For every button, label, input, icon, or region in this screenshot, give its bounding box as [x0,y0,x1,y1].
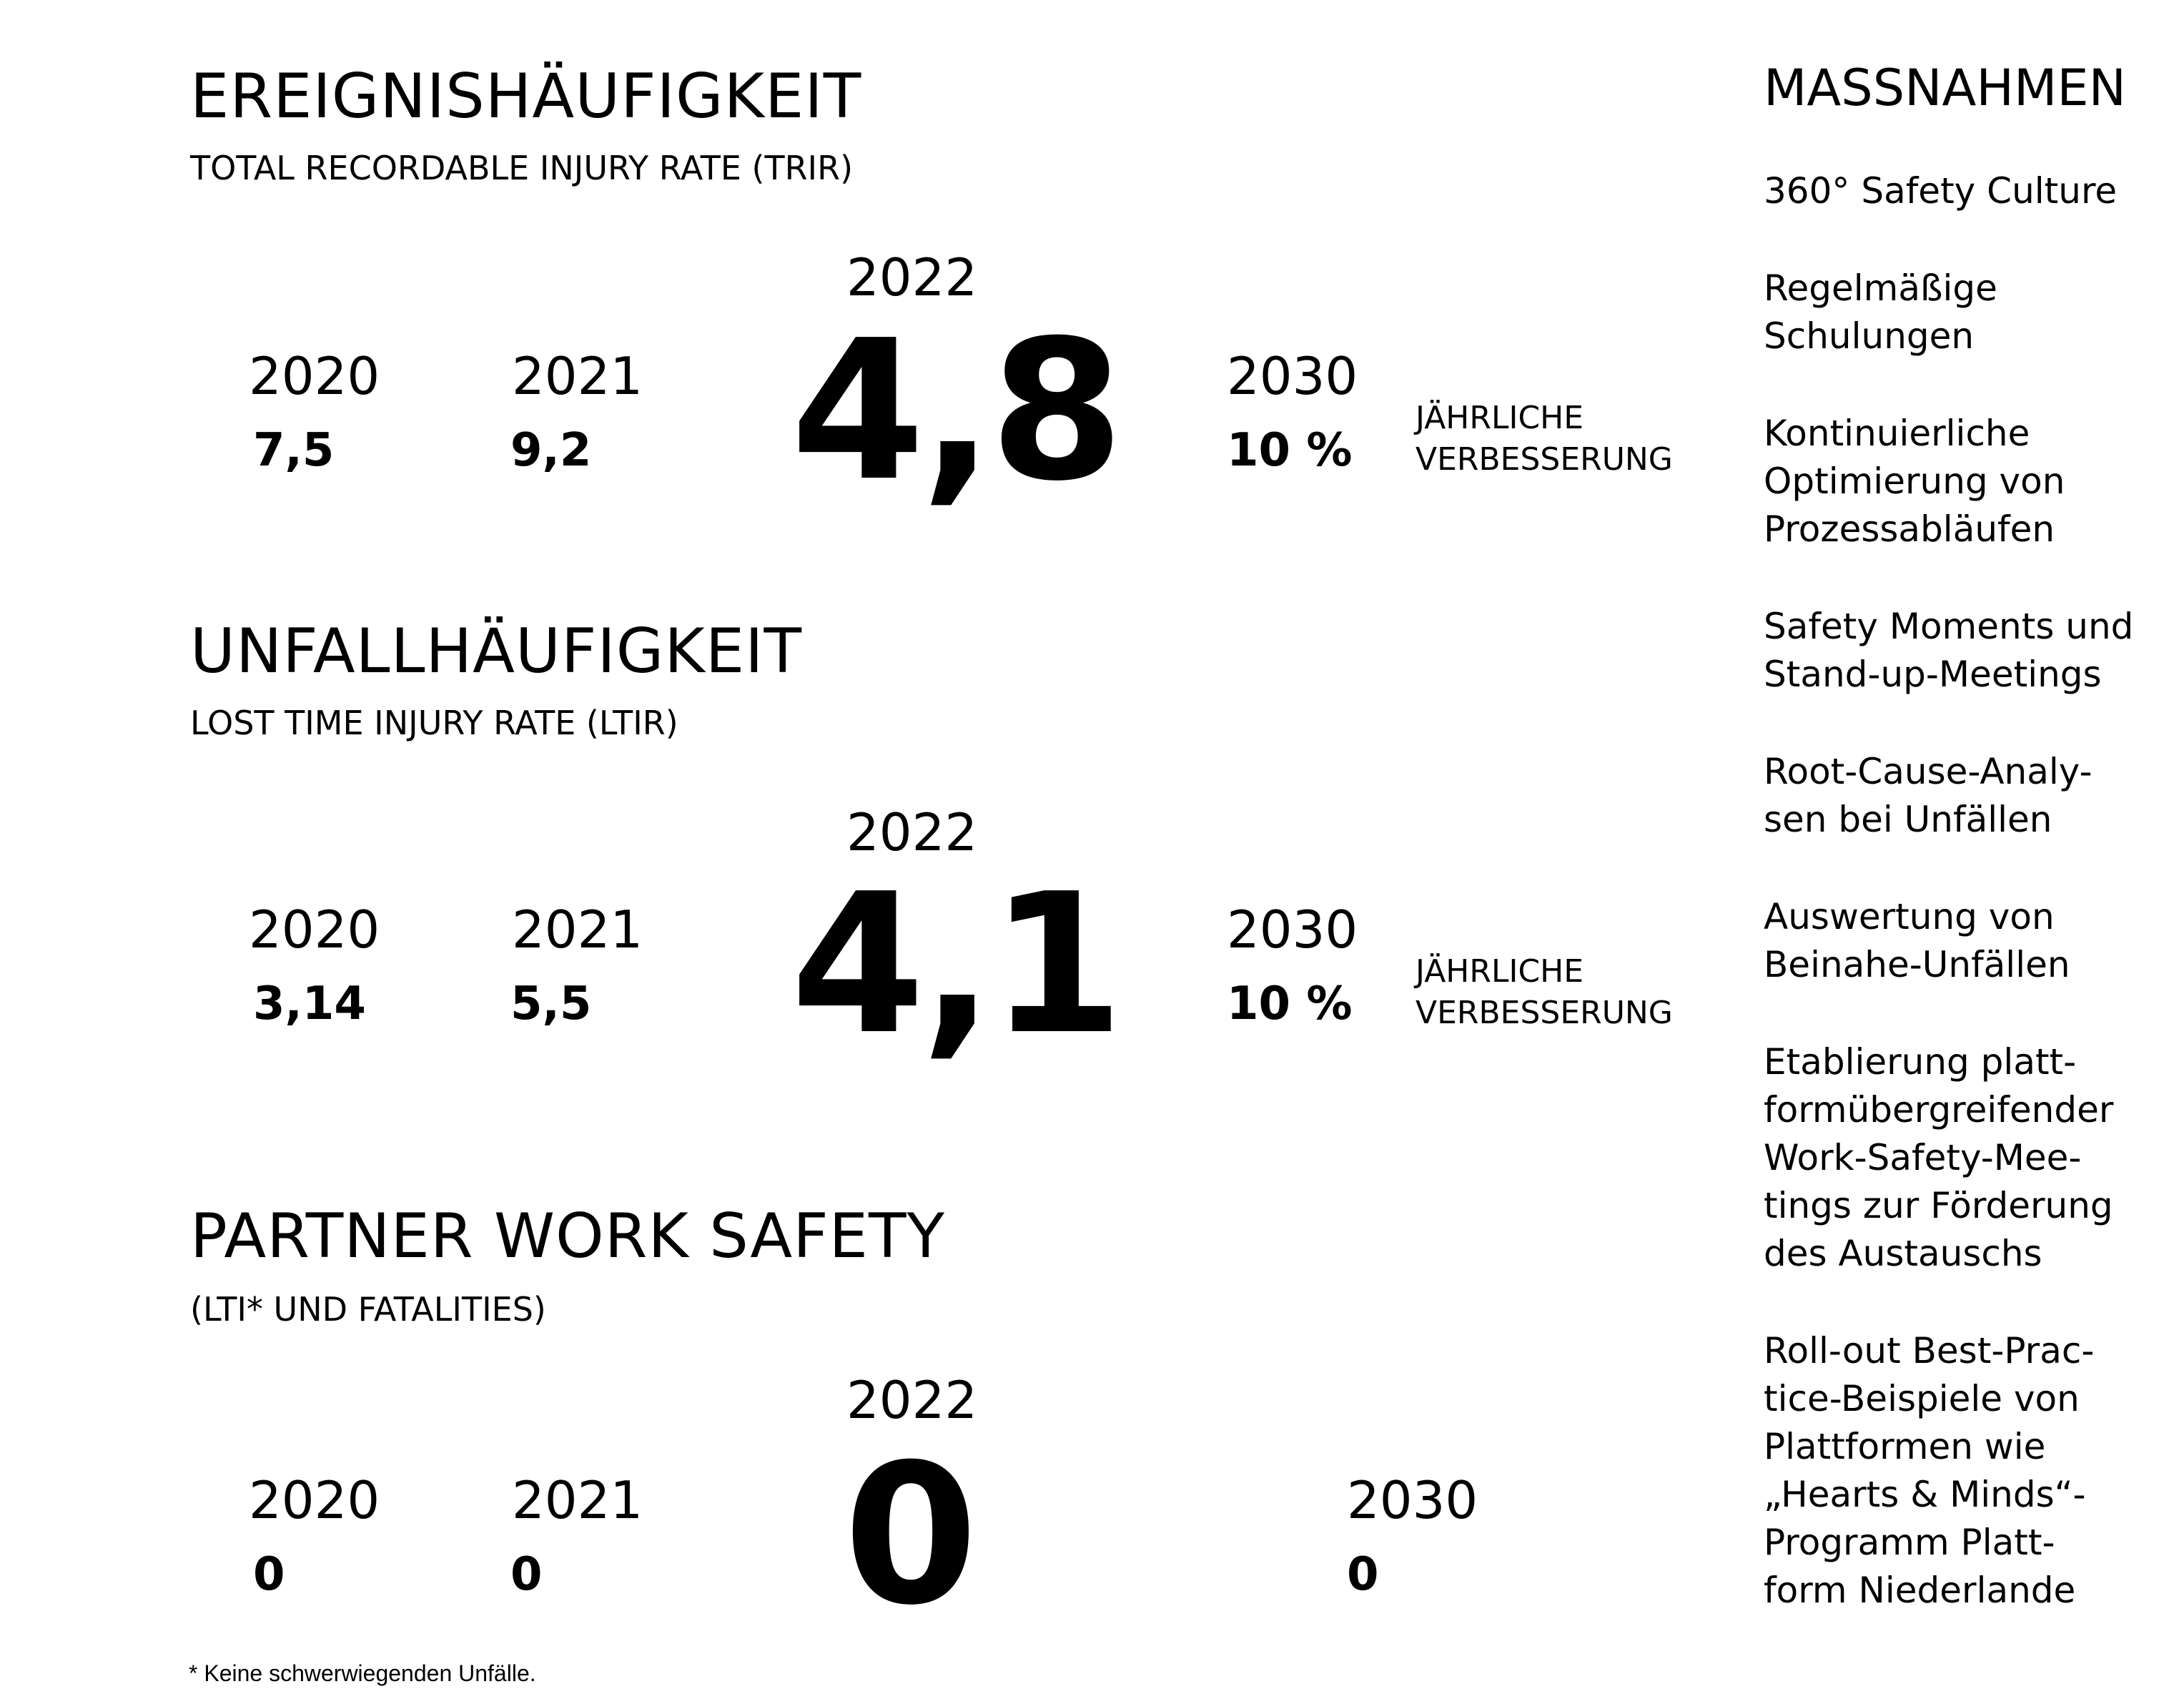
year-2020-label: 2020 [249,900,380,960]
year-2020-value: 3,14 [253,977,366,1030]
current-year-label: 2022 [846,1370,978,1430]
target-year-value: 0 [1347,1548,1379,1601]
measure-item: Roll-out Best-Prac- tice-Beispiele von Plattformen wie „Hearts & Minds“- Programm Platt- form Niederlande [1764,1330,2095,1611]
current-year-label: 2022 [846,247,978,307]
measure-item: 360° Safety Culture [1764,170,2118,212]
year-2020-label: 2020 [249,346,380,406]
year-2021-value: 9,2 [510,424,592,477]
target-year-value: 10 % [1227,424,1353,477]
year-2020-label: 2020 [249,1470,380,1530]
section-title-trir: EREIGNISHÄUFIGKEIT [190,61,862,132]
measures-list [1764,167,2164,1664]
year-2020-value: 7,5 [253,424,335,477]
footnote: * Keine schwerwiegenden Unfälle. [189,1660,536,1686]
target-year-label: 2030 [1347,1470,1478,1530]
section-subtitle-ltir: LOST TIME INJURY RATE (LTIR) [190,704,678,742]
current-year-value: 0 [844,1422,974,1648]
measure-item: Regelmäßige Schulungen [1764,267,1997,357]
measures-title: MASSNAHMEN [1764,59,2127,117]
target-year-value: 10 % [1227,977,1353,1030]
measure-item: Auswertung von Beinahe-Unfällen [1764,896,2070,985]
measure-item: Kontinuierliche Optimierung von Prozessabläufen [1764,413,2065,550]
current-year-value: 4,1 [791,852,1120,1077]
year-2020-value: 0 [253,1548,285,1601]
target-note: JÄHRLICHE VERBESSERUNG [1415,400,1673,478]
year-2021-label: 2021 [512,1470,643,1530]
section-title-ltir: UNFALLHÄUFIGKEIT [190,616,803,687]
section-subtitle-trir: TOTAL RECORDABLE INJURY RATE (TRIR) [190,149,854,187]
year-2021-value: 5,5 [510,977,592,1030]
section-title-partner-work-safety: PARTNER WORK SAFETY [190,1201,946,1272]
measure-item: Etablierung platt- formübergreifender Work-Safety-Mee- tings zur Förderung des Austauschs [1764,1041,2114,1274]
year-2021-label: 2021 [512,346,643,406]
section-subtitle-partner-work-safety: (LTI* UND FATALITIES) [190,1290,546,1329]
year-2021-value: 0 [510,1548,543,1601]
measure-item: Root-Cause-Analy- sen bei Unfällen [1764,751,2092,840]
target-note: JÄHRLICHE VERBESSERUNG [1415,953,1673,1031]
target-year-label: 2030 [1227,900,1358,960]
current-year-value: 4,8 [791,298,1120,523]
measure-item: Safety Moments und Stand-up-Meetings [1764,606,2134,695]
current-year-label: 2022 [846,802,978,862]
year-2021-label: 2021 [512,900,643,960]
target-year-label: 2030 [1227,346,1358,406]
